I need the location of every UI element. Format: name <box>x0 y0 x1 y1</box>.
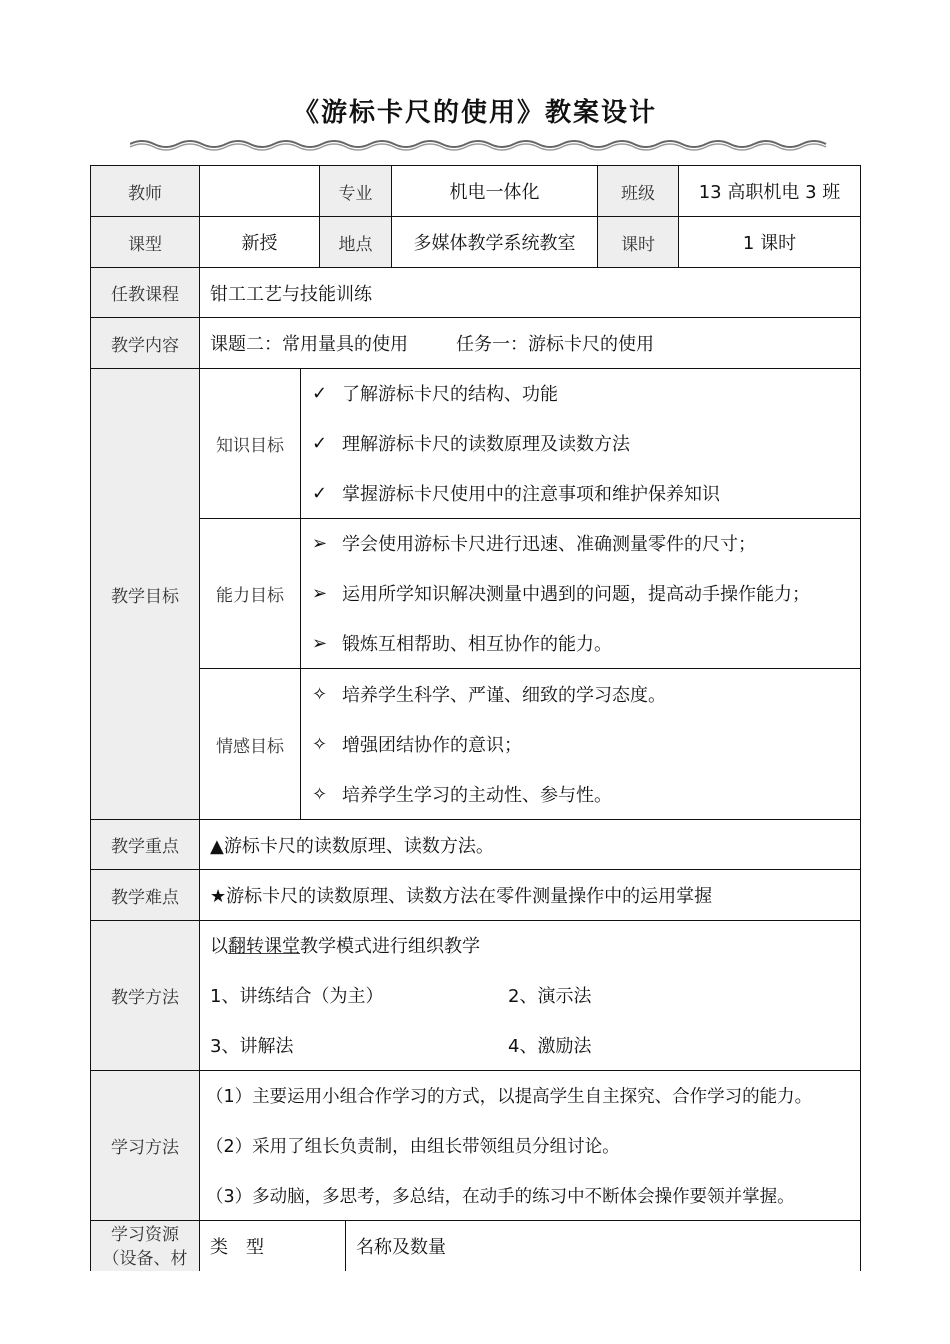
knowledge-goal-item: ✓ 理解游标卡尺的读数原理及读数方法 <box>312 432 630 455</box>
star-bullet-icon: ✧ <box>312 683 328 705</box>
lesson-type-label: 课型 <box>128 234 162 255</box>
resource-name-header: 名称及数量 <box>356 1237 446 1258</box>
knowledge-goal-item: ✓ 掌握游标卡尺使用中的注意事项和维护保养知识 <box>312 482 720 505</box>
teacher-label: 教师 <box>128 183 162 204</box>
course-value: 钳工工艺与技能训练 <box>210 283 372 305</box>
place-label: 地点 <box>338 234 373 255</box>
teacher-value <box>200 166 319 216</box>
method-label: 教学方法 <box>111 988 179 1008</box>
major-value: 机电一体化 <box>449 182 540 203</box>
star-bullet-icon: ✧ <box>312 783 328 805</box>
resources-label: 学习资源 （设备、材 <box>102 1225 188 1269</box>
study-method-item: （2）采用了组长负责制，由组长带领组员分组讨论。 <box>206 1136 620 1157</box>
method-item: 4、激励法 <box>508 1036 592 1057</box>
class-label: 班级 <box>621 183 655 204</box>
arrow-bullet-icon: ➢ <box>312 632 328 654</box>
ability-goal-item: ➢ 锻炼互相帮助、相互协作的能力。 <box>312 632 612 655</box>
emotion-goal-item: ✧ 培养学生科学、严谨、细致的学习态度。 <box>312 683 666 706</box>
study-method-item: （1）主要运用小组合作学习的方式，以提高学生自主探究、合作学习的能力。 <box>206 1086 813 1107</box>
method-item: 2、演示法 <box>508 986 592 1007</box>
method-item: 3、讲解法 <box>210 1036 294 1057</box>
study-method-item: （3）多动脑，多思考，多总结，在动手的练习中不断体会操作要领并掌握。 <box>206 1186 795 1207</box>
ability-goal-label: 能力目标 <box>216 586 284 606</box>
key-point-label: 教学重点 <box>111 837 179 857</box>
hours-value: 1 课时 <box>742 233 797 254</box>
emotion-goal-item: ✧ 增强团结协作的意识； <box>312 733 522 756</box>
content-task: 任务一：游标卡尺的使用 <box>456 334 654 355</box>
content-value <box>200 318 860 368</box>
check-icon: ✓ <box>312 482 328 504</box>
knowledge-goal-label: 知识目标 <box>216 436 284 456</box>
ability-goal-item: ➢ 运用所学知识解决测量中遇到的问题，提高动手操作能力； <box>312 582 810 605</box>
content-topic: 课题二：常用量具的使用 <box>210 334 408 355</box>
major-label: 专业 <box>338 183 373 204</box>
difficulty-label: 教学难点 <box>111 887 179 908</box>
content-label: 教学内容 <box>111 335 179 356</box>
difficulty-value: ★游标卡尺的读数原理、读数方法在零件测量操作中的运用掌握 <box>210 886 713 907</box>
class-value: 13 高职机电 3 班 <box>698 182 841 203</box>
key-point-value: ▲游标卡尺的读数原理、读数方法。 <box>210 835 494 857</box>
study-method-label: 学习方法 <box>111 1138 179 1158</box>
arrow-bullet-icon: ➢ <box>312 582 328 604</box>
place-value: 多媒体教学系统教室 <box>413 233 576 254</box>
page-title: 《游标卡尺的使用》教案设计 <box>292 98 657 128</box>
goals-label: 教学目标 <box>111 586 179 607</box>
flipped-classroom-term: 翻转课堂 <box>228 936 300 957</box>
resource-type-header: 类 型 <box>210 1237 264 1258</box>
course-label: 任教课程 <box>111 285 179 305</box>
method-item: 1、讲练结合（为主） <box>210 986 384 1007</box>
emotion-goal-label: 情感目标 <box>216 736 284 757</box>
hours-label: 课时 <box>621 234 655 255</box>
ability-goal-item: ➢ 学会使用游标卡尺进行迅速、准确测量零件的尺寸； <box>312 532 756 555</box>
check-icon: ✓ <box>312 432 328 454</box>
method-intro: 以 翻转课堂 教学模式进行组织教学 <box>200 930 860 960</box>
star-bullet-icon: ✧ <box>312 733 328 755</box>
check-icon: ✓ <box>312 382 328 404</box>
arrow-bullet-icon: ➢ <box>312 532 328 554</box>
knowledge-goal-item: ✓ 了解游标卡尺的结构、功能 <box>312 382 558 405</box>
lesson-type-value: 新授 <box>241 233 278 254</box>
emotion-goal-item: ✧ 培养学生学习的主动性、参与性。 <box>312 783 612 806</box>
title-wave-divider <box>130 136 830 152</box>
